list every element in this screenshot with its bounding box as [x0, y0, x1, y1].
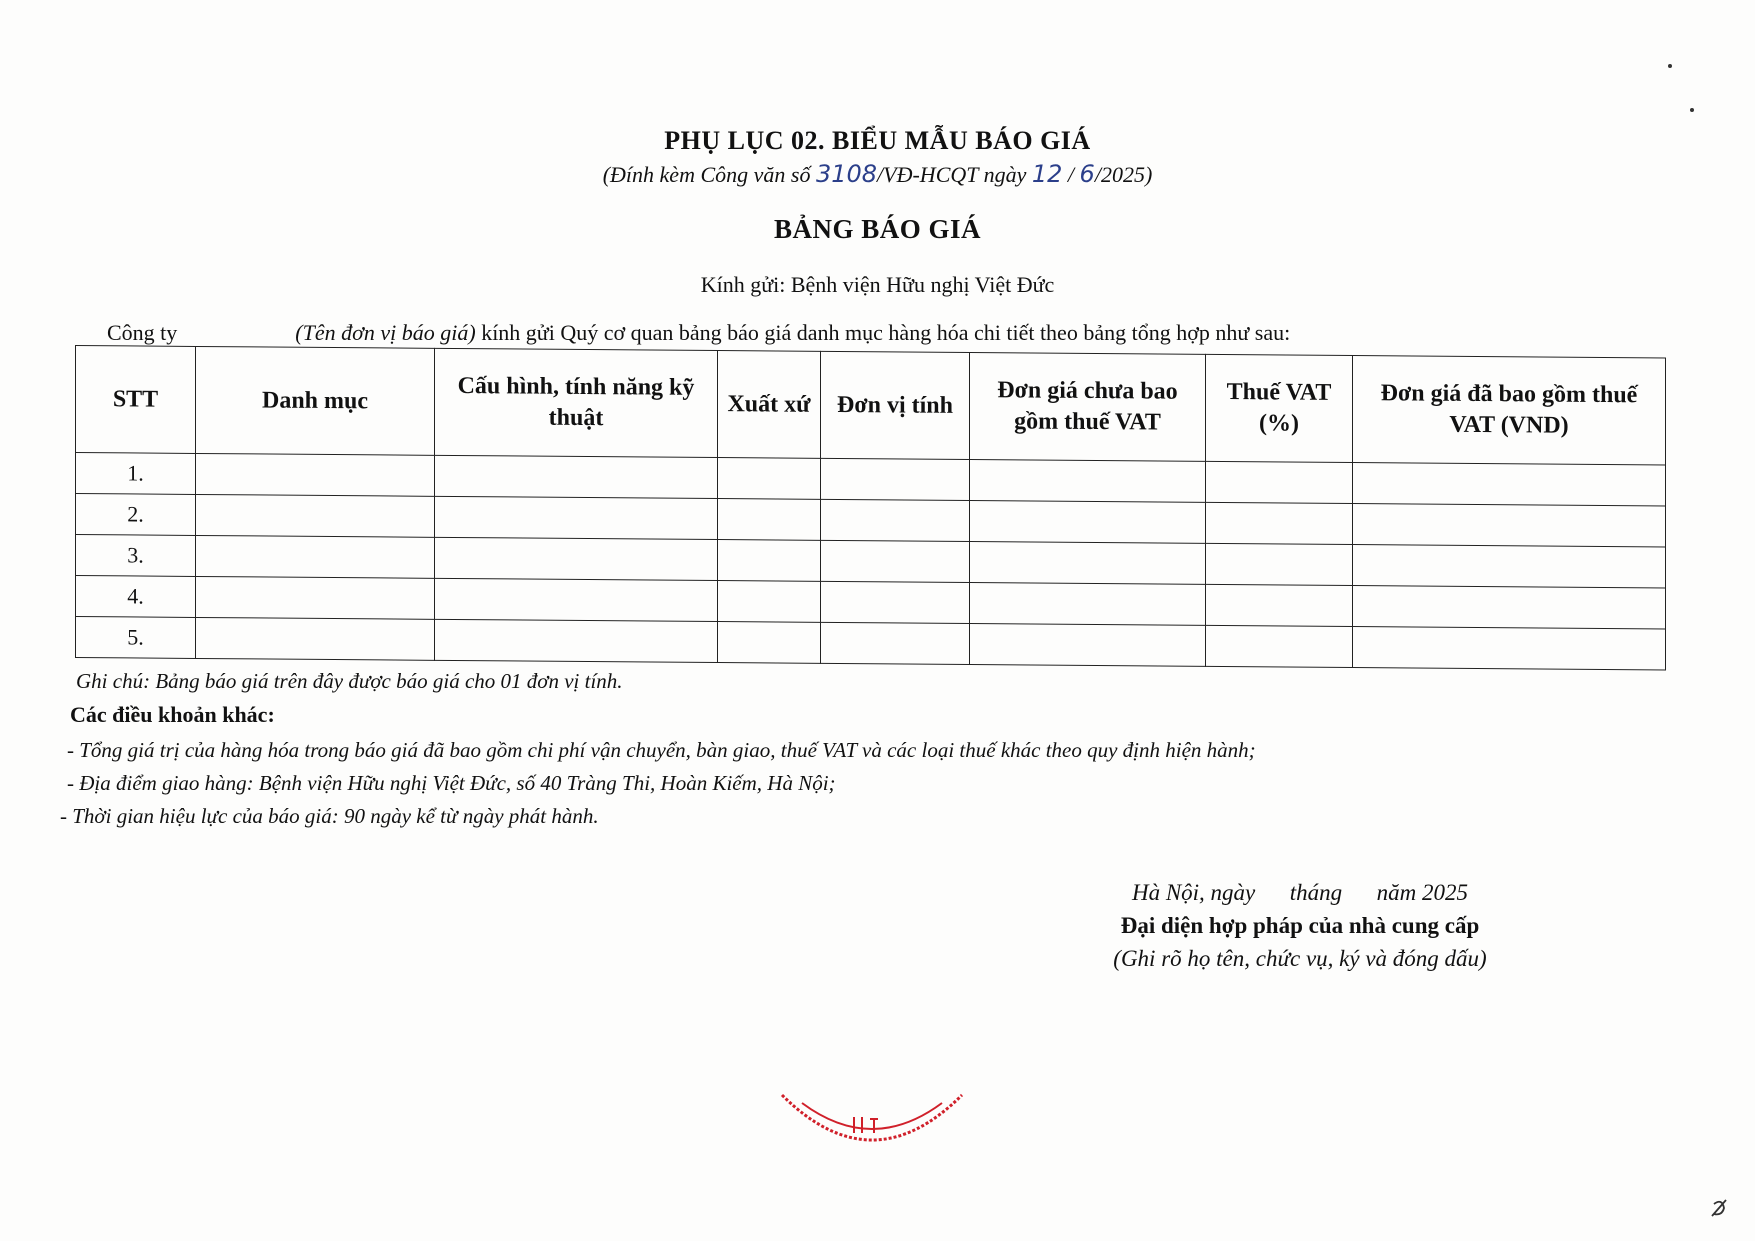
- cell-specs[interactable]: [435, 455, 718, 498]
- intro-line: [107, 320, 1290, 346]
- terms-title: Các điều khoản khác:: [70, 702, 275, 727]
- cell-price-excl-vat[interactable]: [970, 542, 1206, 585]
- month-handwritten: 6: [1079, 160, 1095, 188]
- attach-prefix: (Đính kèm Công văn số: [602, 162, 811, 187]
- document-title: PHỤ LỤC 02. BIỂU MẪU BÁO GIÁ: [664, 126, 1091, 155]
- year-suffix: /2025): [1094, 162, 1153, 187]
- row-stt: 2.: [76, 494, 196, 536]
- cell-origin[interactable]: [718, 458, 821, 500]
- column-header-origin: Xuất xứ: [718, 351, 821, 459]
- term-item: - Địa điểm giao hàng: Bệnh viện Hữu nghị Việt Đức, số 40 Tràng Thi, Hoàn Kiếm, Hà Nội;: [67, 771, 836, 795]
- row-stt: 4.: [76, 576, 196, 618]
- cell-price-excl-vat[interactable]: [970, 501, 1206, 544]
- cell-vat[interactable]: [1206, 543, 1353, 585]
- signature-date-line: Hà Nội, ngày tháng năm 2025: [1131, 880, 1469, 905]
- cell-specs[interactable]: [435, 496, 718, 539]
- column-header-vat: Thuế VAT (%): [1206, 354, 1353, 462]
- cell-price-incl-vat[interactable]: [1353, 545, 1666, 588]
- quote-heading: BẢNG BÁO GIÁ: [773, 214, 982, 244]
- column-header-unit: Đơn vị tính: [821, 351, 970, 459]
- cell-origin[interactable]: [718, 540, 821, 582]
- greeting: Kính gửi: Bệnh viện Hữu nghị Việt Đức: [700, 272, 1055, 297]
- signature-representative: Đại diện hợp pháp của nhà cung cấp: [1120, 913, 1480, 938]
- cell-price-incl-vat[interactable]: [1353, 463, 1666, 506]
- term-item: - Thời gian hiệu lực của báo giá: 90 ngày kể từ ngày phát hành.: [60, 804, 599, 828]
- cell-price-incl-vat[interactable]: [1353, 504, 1666, 547]
- column-header-price-excl-vat: Đơn giá chưa bao gồm thuế VAT: [970, 353, 1206, 462]
- initial-mark-icon: [1708, 1196, 1732, 1226]
- cell-vat[interactable]: [1206, 461, 1353, 503]
- table-header-row: [76, 346, 1666, 465]
- cell-vat[interactable]: [1206, 584, 1353, 626]
- cell-origin[interactable]: [718, 622, 821, 664]
- cell-vat[interactable]: [1206, 625, 1353, 667]
- doc-code: /VĐ-HCQT ngày: [877, 162, 1027, 187]
- date-separator: /: [1062, 162, 1080, 187]
- cell-origin[interactable]: [718, 499, 821, 541]
- row-stt: 3.: [76, 535, 196, 577]
- cell-category[interactable]: [196, 576, 435, 619]
- seal-stamp-icon: [772, 1085, 972, 1160]
- attachment-reference: [0, 160, 1755, 188]
- cell-price-excl-vat[interactable]: [970, 583, 1206, 626]
- column-header-stt: STT: [76, 346, 196, 454]
- cell-vat[interactable]: [1206, 502, 1353, 544]
- signature-instruction: (Ghi rõ họ tên, chức vụ, ký và đóng dấu): [1113, 946, 1487, 971]
- cell-specs[interactable]: [435, 537, 718, 580]
- doc-number-handwritten: 3108: [815, 160, 878, 188]
- cell-price-incl-vat[interactable]: [1353, 586, 1666, 629]
- cell-price-incl-vat[interactable]: [1353, 627, 1666, 670]
- cell-specs[interactable]: [435, 578, 718, 621]
- cell-origin[interactable]: [718, 581, 821, 623]
- table-note: Ghi chú: Bảng báo giá trên đây được báo giá cho 01 đơn vị tính.: [76, 669, 623, 693]
- cell-specs[interactable]: [435, 619, 718, 662]
- cell-category[interactable]: [196, 535, 435, 578]
- speck-icon: [1690, 108, 1694, 112]
- cell-category[interactable]: [196, 453, 435, 496]
- cell-unit[interactable]: [821, 540, 970, 582]
- row-stt: 5.: [76, 617, 196, 659]
- cell-unit[interactable]: [821, 581, 970, 623]
- cell-unit[interactable]: [821, 458, 970, 500]
- company-placeholder: (Tên đơn vị báo giá): [295, 320, 476, 345]
- cell-price-excl-vat[interactable]: [970, 624, 1206, 667]
- intro-text: kính gửi Quý cơ quan bảng báo giá danh mục hàng hóa chi tiết theo bảng tổng hợp như sau:: [481, 320, 1291, 345]
- cell-price-excl-vat[interactable]: [970, 460, 1206, 503]
- cell-category[interactable]: [196, 494, 435, 537]
- term-item: - Tổng giá trị của hàng hóa trong báo giá đã bao gồm chi phí vận chuyển, bàn giao, thuế VAT và các loại thuế khác theo quy định hiện hành;: [67, 738, 1256, 762]
- day-handwritten: 12: [1031, 160, 1063, 188]
- speck-icon: [1668, 64, 1672, 68]
- column-header-category: Danh mục: [196, 346, 435, 455]
- quotation-table: [75, 345, 1666, 670]
- cell-category[interactable]: [196, 617, 435, 660]
- row-stt: 1.: [76, 453, 196, 495]
- column-header-specs: Cấu hình, tính năng kỹ thuật: [435, 348, 718, 457]
- company-label: Công ty: [107, 320, 178, 345]
- cell-unit[interactable]: [821, 499, 970, 541]
- cell-unit[interactable]: [821, 622, 970, 664]
- column-header-price-incl-vat: Đơn giá đã bao gồm thuế VAT (VND): [1353, 356, 1666, 465]
